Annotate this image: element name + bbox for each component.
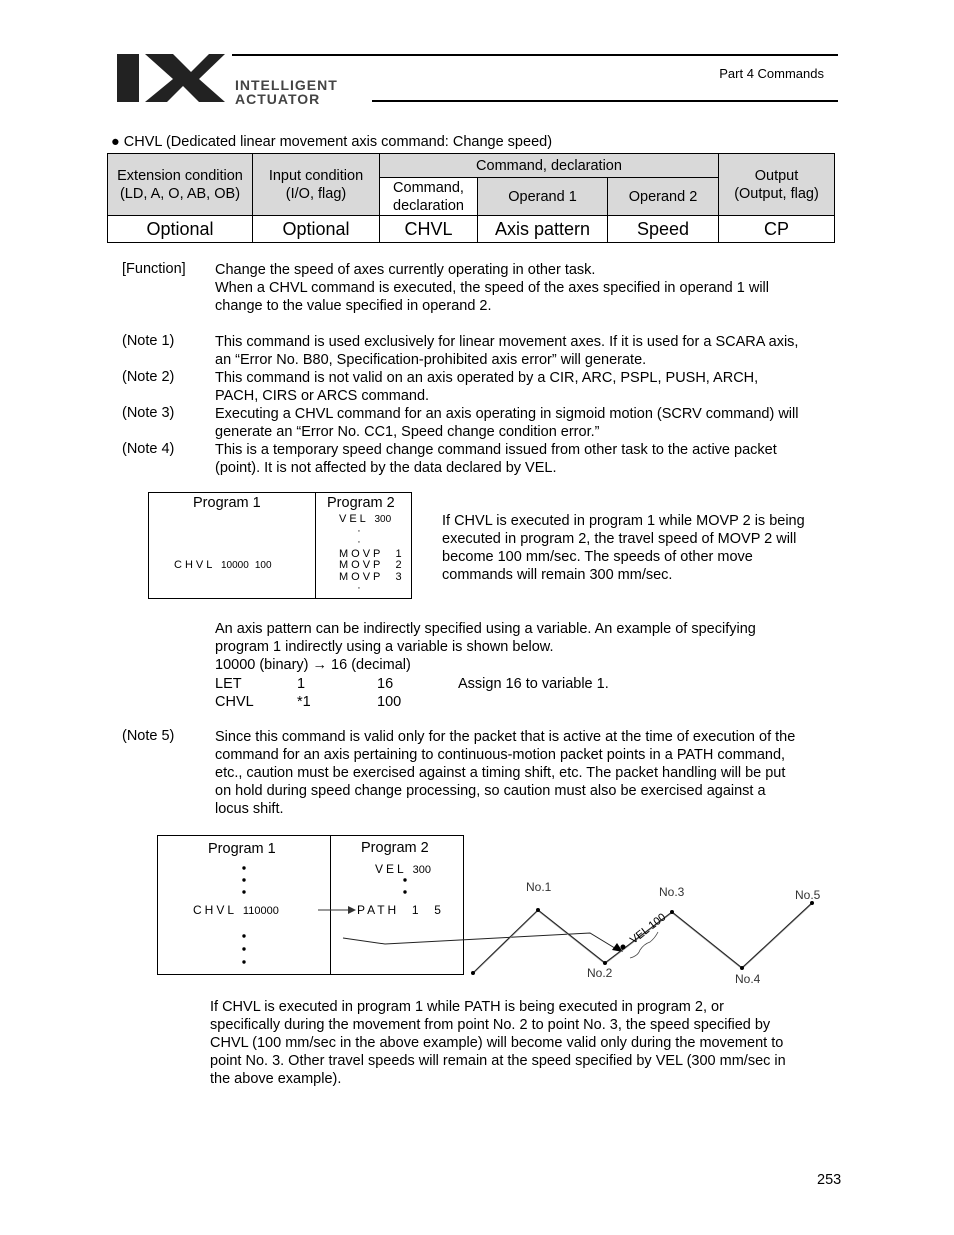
note-label: (Note 2) — [122, 369, 175, 385]
code-row: LET 1 16 Assign 16 to variable 1. — [215, 676, 609, 692]
vel-annotation: VEL 100 — [628, 911, 669, 947]
header-output: Output (Output, flag) — [719, 154, 835, 216]
program2-heading: Program 2 — [361, 840, 429, 856]
header-operand2: Operand 2 — [608, 178, 719, 216]
point-label: No.5 — [795, 888, 821, 902]
note-label: (Note 5) — [122, 728, 175, 744]
note-text: Executing a CHVL command for an axis operating in sigmoid motion (SCRV command) will generate an “Error No. CC1, Speed change condition error.” — [215, 406, 799, 440]
indirect-text: An axis pattern can be indirectly specified using a variable. An example of specifying program 1 indirectly using a variable is shown below. 10000 (binary) → 16 (decimal) — [215, 621, 756, 673]
code-row: CHVL *1 100 — [215, 694, 402, 710]
point-label: No.4 — [735, 972, 761, 986]
program2-vel: VEL 300 — [375, 862, 431, 876]
program2-code: VEL 300 · · MOVP 1 MOVP 2 MOVP 3 · — [339, 513, 405, 594]
cell: Axis pattern — [478, 216, 608, 243]
function-label: [Function] — [122, 261, 186, 277]
program1-code: CHVL 10000 100 — [174, 559, 272, 571]
note-text: This command is used exclusively for linear movement axes. If it is used for a SCARA axis, an “Error No. B80, Specification-prohibited axis error” will generate. — [215, 334, 799, 368]
bullet-icon: ● — [111, 134, 120, 150]
header-extension: Extension condition (LD, A, O, AB, OB) — [108, 154, 253, 216]
note-label: (Note 3) — [122, 405, 175, 421]
header-command: Command, declaration — [380, 154, 719, 178]
header-input: Input condition (I/O, flag) — [253, 154, 380, 216]
svg-text:INTELLIGENT: INTELLIGENT — [235, 77, 338, 93]
cell: Speed — [608, 216, 719, 243]
note-text: Since this command is valid only for the packet that is active at the time of execution of the command for an axis pertaining to continuous-motion packet points in a PATH command, etc., caution must be exercised against a timing shift, etc. The packet handling will be put on hold during speed change processing, so caution must also be exercised against a locus shift. — [215, 729, 796, 817]
point-label: No.1 — [526, 880, 552, 894]
note-label: (Note 4) — [122, 441, 175, 457]
program2-heading: Program 2 — [327, 495, 395, 511]
note-text: This command is not valid on an axis operated by a CIR, ARC, PSPL, PUSH, ARCH, PACH, CIRS or ARCS command. — [215, 370, 759, 404]
header-operand1: Operand 1 — [478, 178, 608, 216]
program2-path: PATH 1 5 — [357, 903, 444, 917]
header-command-sub: Command, declaration — [380, 178, 478, 216]
page-number: 253 — [817, 1172, 842, 1188]
point-label: No.3 — [659, 885, 685, 899]
example1-description: If CHVL is executed in program 1 while MOVP 2 is being executed in program 2, the travel speed of MOVP 2 will become 100 mm/sec. The speeds of other move commands will remain 300 mm/sec. — [442, 513, 805, 583]
point-label: No.2 — [587, 966, 613, 980]
section-label: Part 4 Commands — [719, 66, 824, 81]
program1-heading: Program 1 — [193, 495, 261, 511]
note-text: This is a temporary speed change command issued from other task to the active packet (point). It is not affected by the data declared by VEL. — [215, 442, 777, 476]
note-label: (Note 1) — [122, 333, 175, 349]
cell: CP — [719, 216, 835, 243]
cell: CHVL — [380, 216, 478, 243]
example2-description: If CHVL is executed in program 1 while PATH is being executed in program 2, or specifically during the movement from point No. 2 to point No. 3, the speed specified by CHVL (100 mm/sec in the above example) will become valid only during the movement to point No. 3. Other travel speeds will remain at the speed specified by VEL (300 mm/sec in the above example). — [210, 999, 786, 1087]
program1-heading: Program 1 — [208, 841, 276, 857]
program1-chvl: CHVL 110000 — [193, 903, 279, 917]
title-text: CHVL (Dedicated linear movement axis command: Change speed) — [123, 134, 553, 150]
svg-text:ACTUATOR: ACTUATOR — [235, 91, 321, 104]
function-text: Change the speed of axes currently operating in other task. When a CHVL command is executed, the speed of the axes specified in operand 1 will change to the value specified in operand 2. — [215, 262, 769, 314]
cell: Optional — [253, 216, 380, 243]
cell: Optional — [108, 216, 253, 243]
